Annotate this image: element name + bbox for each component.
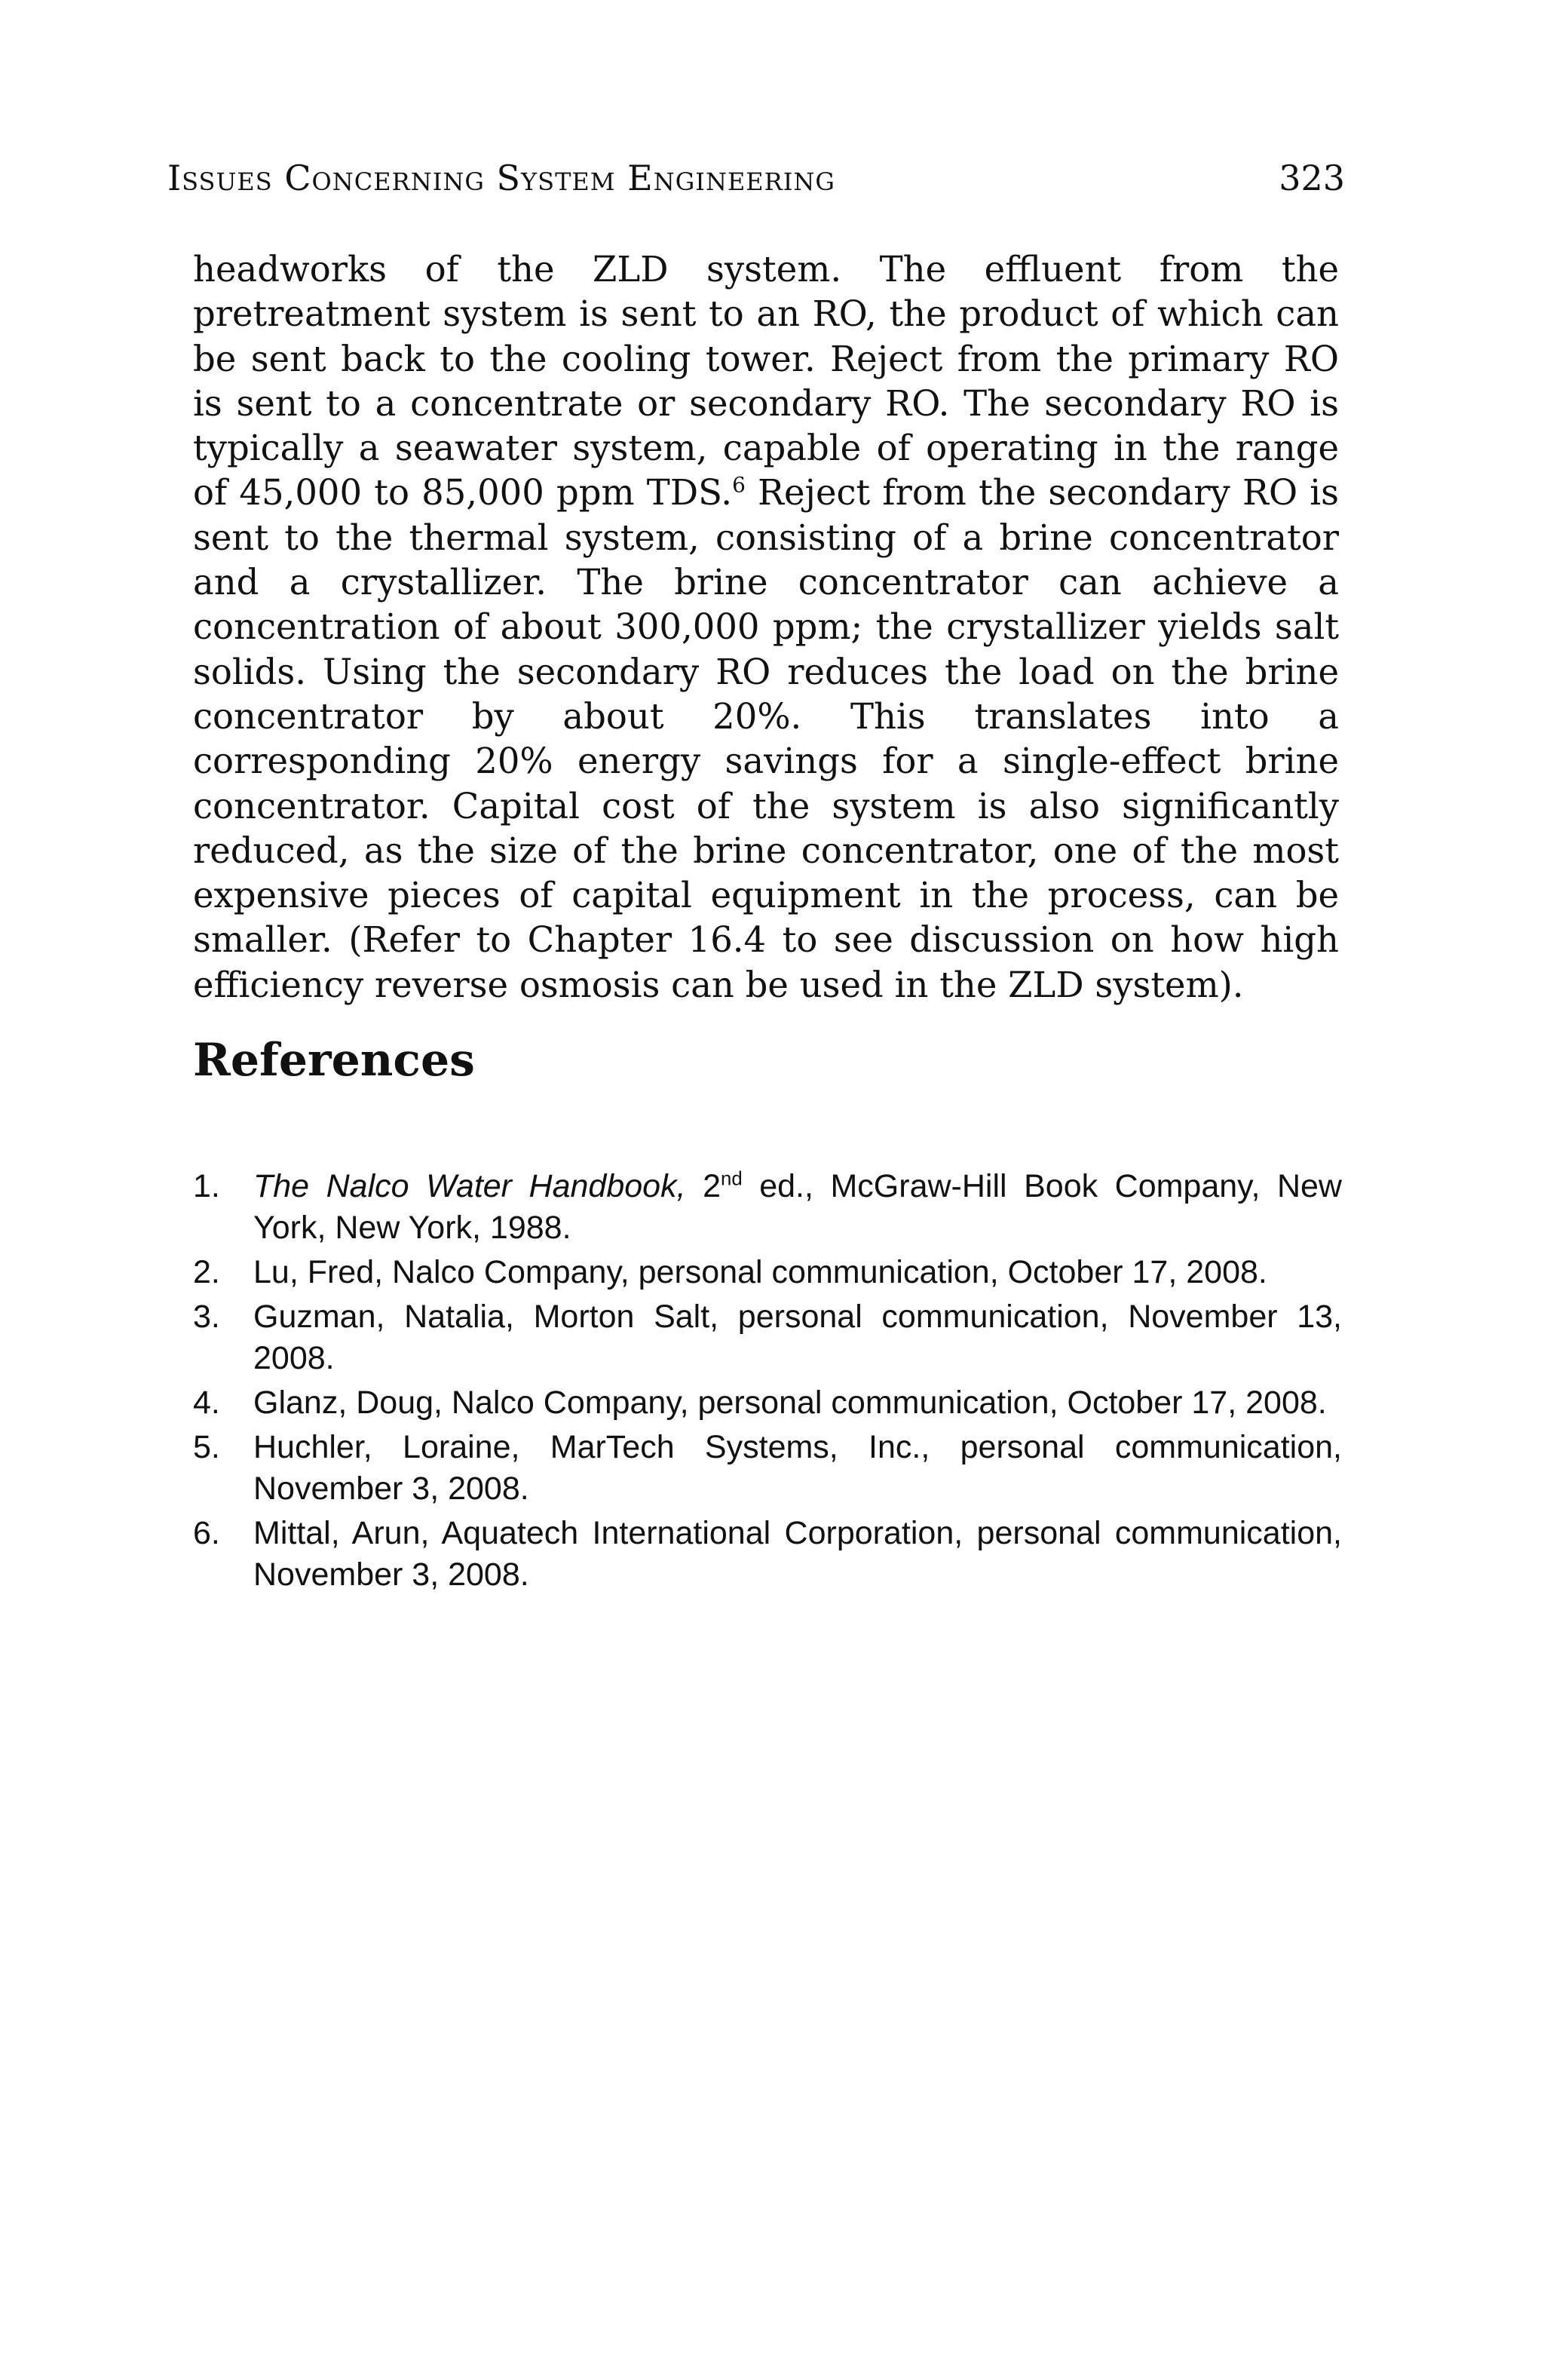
reference-text: Glanz, Doug, Nalco Company, personal communication, October 17, 2008. bbox=[253, 1385, 1327, 1421]
reference-title: The Nalco Water Handbook, bbox=[253, 1168, 686, 1204]
reference-number: 4. bbox=[193, 1385, 220, 1421]
footnote-ref: 6 bbox=[732, 472, 746, 498]
reference-text: Huchler, Loraine, MarTech Systems, Inc., personal communication, November 3, 2008. bbox=[253, 1429, 1342, 1507]
reference-item bbox=[193, 1427, 1342, 1510]
body-text-part-2: Reject from the secondary RO is sent to the thermal system, consisting of a brine concentrator and a crystallizer. The brine concentrator can achieve a concentration of about 300,000 ppm; the crystallizer yields salt solids. Using the secondary RO reduces the load on the brine concentrator by about 20%. This translates into a corresponding 20% energy savings for a single-effect brine concentrator. Capital cost of the system is also significantly reduced, as the size of the brine concentrator, one of the most expensive pieces of capital equipment in the process, can be smaller. (Refer to Chapter 16.4 to see discussion on how high efficiency reverse osmosis can be used in the ZLD system). bbox=[193, 472, 1339, 1005]
reference-item bbox=[193, 1296, 1342, 1379]
reference-text: Mittal, Arun, Aquatech International Corporation, personal communication, November 3, 2008. bbox=[253, 1515, 1342, 1593]
reference-number: 5. bbox=[193, 1429, 220, 1465]
reference-edition-sup: nd bbox=[720, 1168, 743, 1190]
reference-number: 2. bbox=[193, 1254, 220, 1290]
page-number: 323 bbox=[1279, 158, 1345, 198]
reference-item bbox=[193, 1166, 1342, 1249]
reference-number: 6. bbox=[193, 1515, 220, 1551]
reference-text: ed., McGraw-Hill Book Company, New York, New York, 1988. bbox=[253, 1168, 1342, 1246]
reference-number: 1. bbox=[193, 1168, 220, 1204]
references-heading: References bbox=[193, 1034, 475, 1087]
references-list bbox=[193, 1166, 1342, 1599]
reference-item bbox=[193, 1513, 1342, 1596]
reference-number: 3. bbox=[193, 1299, 220, 1335]
body-text-part-1: headworks of the ZLD system. The effluent from the pretreatment system is sent to an RO, the product of which can be sent back to the cooling tower. Reject from the primary RO is sent to a concentrate or secondary RO. The secondary RO is typically a seawater system, capable of operating in the range of 45,000 to 85,000 ppm TDS. bbox=[193, 249, 1339, 514]
reference-text: Lu, Fred, Nalco Company, personal communication, October 17, 2008. bbox=[253, 1254, 1267, 1290]
reference-item bbox=[193, 1252, 1342, 1293]
reference-text: Guzman, Natalia, Morton Salt, personal communication, November 13, 2008. bbox=[253, 1299, 1342, 1376]
running-header-title: Issues Concerning System Engineering bbox=[167, 158, 835, 198]
running-header bbox=[167, 155, 1345, 201]
body-paragraph bbox=[193, 247, 1339, 1008]
reference-edition: 2 bbox=[685, 1168, 721, 1204]
reference-item bbox=[193, 1382, 1342, 1424]
